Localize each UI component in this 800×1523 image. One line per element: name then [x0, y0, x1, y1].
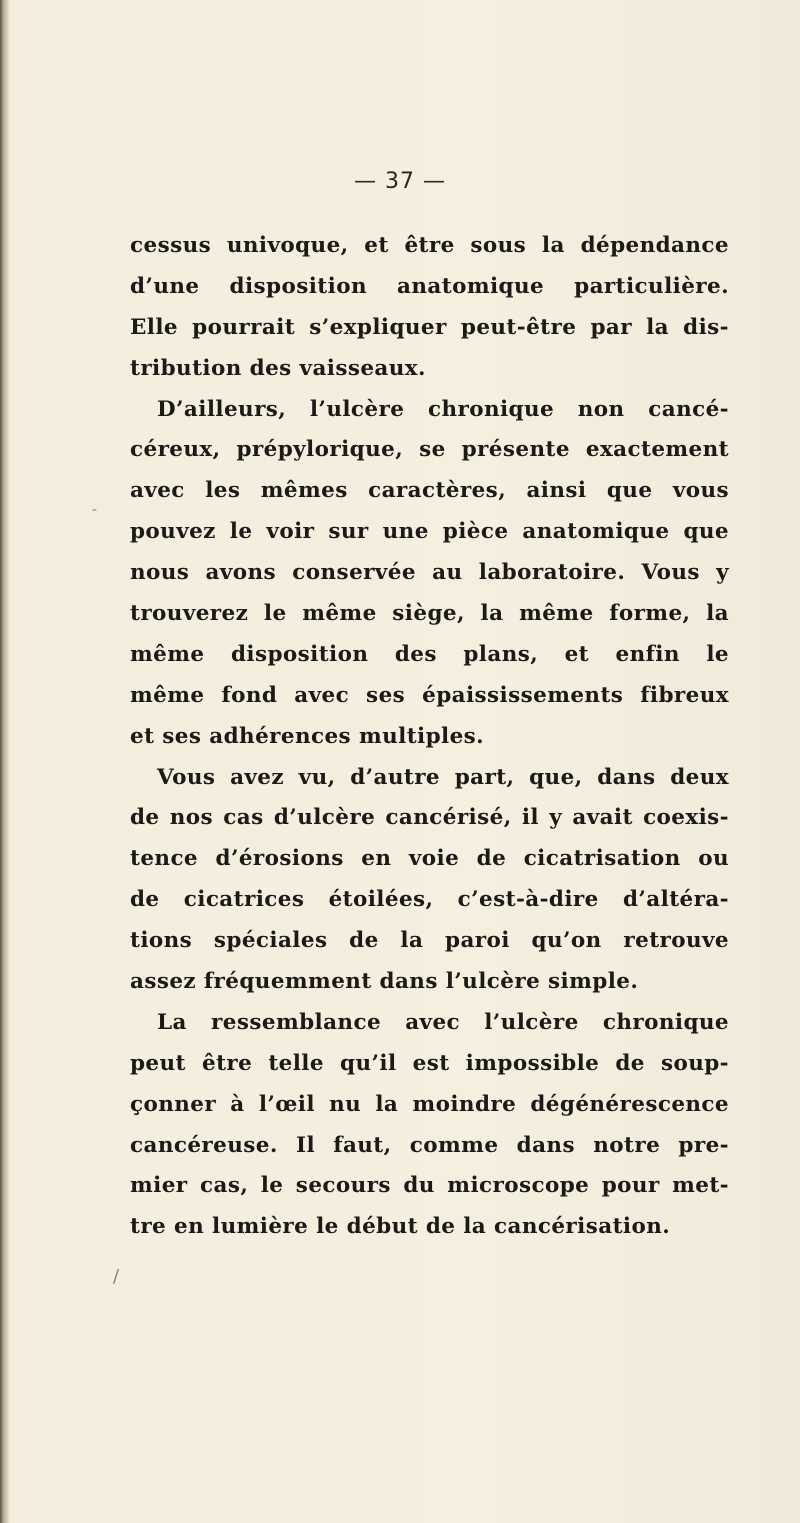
text-line: même fond avec ses épaississements fibreux	[130, 682, 729, 708]
text-line: trouverez le même siège, la même forme, la	[130, 601, 729, 627]
text-line: de cicatrices étoilées, c’est-à-dire d’altéra-	[130, 887, 729, 913]
text-line: nous avons conservée au laboratoire. Vous y	[130, 560, 729, 586]
text-line: peut être telle qu’il est impossible de soup-	[130, 1050, 729, 1076]
text-line: mier cas, le secours du microscope pour met-	[130, 1173, 729, 1199]
text-line: même disposition des plans, et enfin le	[130, 641, 729, 667]
text-line: cessus univoque, et être sous la dépendance	[130, 233, 729, 258]
text-line: cancéreuse. Il faut, comme dans notre pre-	[130, 1132, 729, 1158]
binding-shadow	[0, 0, 10, 1523]
text-line: avec les mêmes caractères, ainsi que vous	[130, 478, 729, 504]
text-line: de nos cas d’ulcère cancérisé, il y avait coexis-	[130, 805, 729, 831]
text-line: pouvez le voir sur une pièce anatomique que	[130, 519, 729, 545]
stray-mark: -	[92, 502, 98, 518]
text-line: céreux, prépylorique, se présente exactement	[130, 437, 729, 463]
text-line: tence d’érosions en voie de cicatrisation ou	[130, 846, 729, 872]
text-line: çonner à l’œil nu la moindre dégénérescence	[130, 1091, 729, 1117]
text-line: tre en lumière le début de la cancérisation.	[130, 1214, 671, 1240]
body-text	[130, 226, 729, 1248]
text-line: assez fréquemment dans l’ulcère simple.	[130, 969, 639, 995]
text-line: et ses adhérences multiples.	[130, 723, 485, 749]
text-line: tribution des vaisseaux.	[130, 355, 426, 381]
text-line: Elle pourrait s’expliquer peut-être par la dis-	[130, 314, 729, 340]
stray-mark: /	[113, 1266, 120, 1287]
text-line: Vous avez vu, d’autre part, que, dans deux	[157, 764, 729, 790]
text-line: d’une disposition anatomique particulière.	[130, 273, 729, 299]
text-line: D’ailleurs, l’ulcère chronique non cancé-	[157, 396, 729, 422]
text-line: tions spéciales de la paroi qu’on retrouve	[130, 928, 729, 954]
page-number: — 37 —	[354, 169, 446, 194]
text-line: La ressemblance avec l’ulcère chronique	[157, 1009, 729, 1035]
